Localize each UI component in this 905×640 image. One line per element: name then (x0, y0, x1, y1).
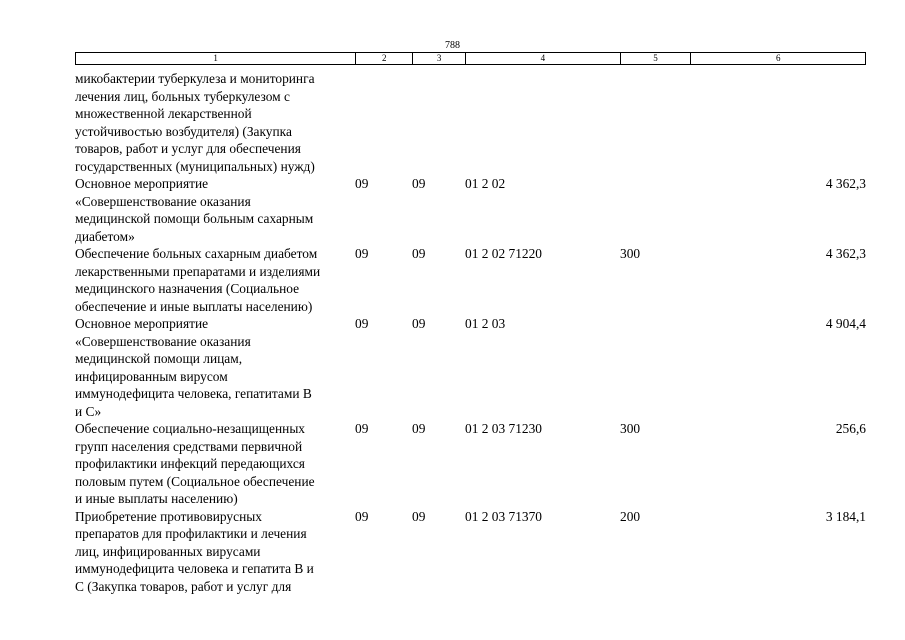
header-cell-5: 5 (620, 53, 691, 64)
row-subsection: 09 (412, 176, 426, 191)
header-cell-1: 1 (213, 53, 218, 63)
row-subsection: 09 (412, 316, 426, 331)
row-target-code: 01 2 03 (465, 316, 506, 331)
row-section: 09 (355, 316, 369, 331)
table-row (75, 420, 866, 508)
row-target-code: 01 2 03 71230 (465, 421, 542, 436)
row-name: Обеспечение больных сахарным диабетом лекарственными препаратами и изделиями медицинского назначения (Социальное обеспечение и иные выплаты населению) (75, 246, 321, 314)
row-subsection: 09 (412, 421, 426, 436)
header-cell-3: 3 (412, 53, 465, 64)
row-name: Основное мероприятие «Совершенствование оказания медицинской помощи лицам, инфицированным вирусом иммунодефицита человека, гепатитами В и С» (75, 316, 312, 419)
row-section: 09 (355, 246, 369, 261)
row-expense-type: 300 (620, 421, 641, 436)
row-name: Основное мероприятие «Совершенствование оказания медицинской помощи больным сахарным диабетом» (75, 176, 314, 244)
table-row (75, 315, 866, 420)
row-target-code: 01 2 03 71370 (465, 508, 542, 524)
row-subsection: 09 (412, 246, 426, 261)
header-cell-6: 6 (690, 53, 865, 64)
row-name: микобактерии туберкулеза и мониторинга лечения лиц, больных туберкулезом с множественной лекарственной устойчивостью возбудителя) (Закупка товаров, работ и услуг для обеспечения государственных (муниципальных) нужд) (75, 71, 315, 174)
table-row (75, 70, 866, 175)
row-name: Обеспечение социально-незащищенных групп населения средствами первичной профилактики инфекций передающихся половым путем (Социальное обеспечение и иные выплаты населению) (75, 421, 315, 506)
header-cell-4: 4 (465, 53, 620, 64)
row-name: Приобретение противовирусных препаратов для профилактики и лечения лиц, инфицированных вирусами иммунодефицита человека и гепатита В и С (Закупка товаров, работ и услуг для (75, 508, 314, 594)
row-target-code: 01 2 02 (465, 176, 506, 191)
row-expense-type: 300 (620, 246, 641, 261)
row-amount: 4 904,4 (825, 316, 866, 331)
row-section: 09 (355, 508, 369, 524)
table-row (75, 245, 866, 315)
table-row (75, 175, 866, 245)
row-target-code: 01 2 02 71220 (465, 246, 542, 261)
row-amount: 4 362,3 (825, 246, 866, 261)
header-cell-2: 2 (355, 53, 412, 64)
row-amount: 256,6 (835, 421, 866, 436)
page-number: 788 (445, 40, 460, 51)
row-subsection: 09 (412, 508, 426, 524)
row-section: 09 (355, 421, 369, 436)
row-amount: 3 184,1 (825, 508, 866, 524)
row-amount: 4 362,3 (825, 176, 866, 191)
table-header (75, 52, 866, 65)
table-row (75, 508, 866, 596)
table-body (75, 70, 866, 595)
row-expense-type: 200 (620, 508, 641, 524)
row-section: 09 (355, 176, 369, 191)
